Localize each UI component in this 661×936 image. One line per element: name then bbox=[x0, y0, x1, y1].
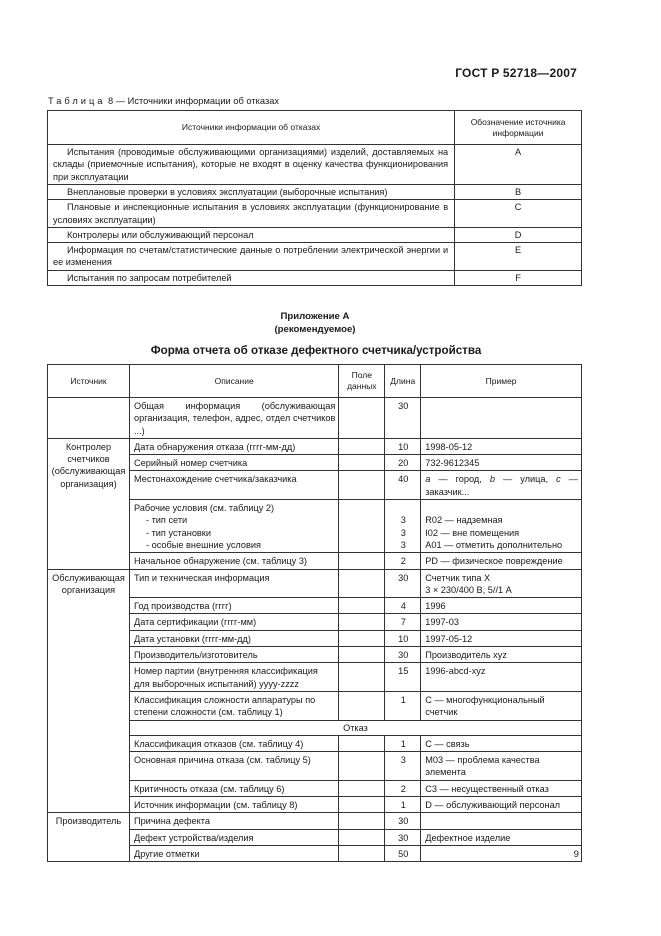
source-cell: Контролеры или обслуживающий персонал bbox=[48, 227, 455, 242]
length-cell: 10 bbox=[385, 438, 421, 454]
length-cell: 30 bbox=[385, 569, 421, 598]
source-cell: Информация по счетам/статистические данные о потреблении электрической энергии и ее изменения bbox=[48, 243, 455, 271]
description-cell: Классификация сложности аппаратуры по степени сложности (см. таблицу 1) bbox=[129, 691, 338, 720]
failure-sources-table bbox=[47, 110, 582, 286]
data-field-cell bbox=[339, 813, 385, 829]
example-cell: 732-9612345 bbox=[421, 455, 582, 471]
length-cell: 4 bbox=[385, 598, 421, 614]
description-cell: Причина дефекта bbox=[129, 813, 338, 829]
table-row bbox=[48, 200, 582, 228]
data-field-cell bbox=[339, 614, 385, 630]
example-value: A01 — отметить дополнительно bbox=[425, 539, 563, 550]
example-cell bbox=[421, 569, 582, 598]
data-field-cell bbox=[339, 500, 385, 553]
example-cell: 1997-05-12 bbox=[421, 630, 582, 646]
data-field-cell bbox=[339, 735, 385, 751]
designation-cell: D bbox=[455, 227, 582, 242]
example-text: — заказчик... bbox=[425, 474, 578, 497]
data-field-cell bbox=[339, 471, 385, 500]
description-cell: Начальное обнаружение (см. таблицу 3) bbox=[129, 553, 338, 569]
example-cell: 1996-abcd-xyz bbox=[421, 663, 582, 692]
column-header-designation: Обозначение источника информации bbox=[455, 111, 582, 145]
source-cell: Испытания по запросам потребителей bbox=[48, 270, 455, 285]
source-group-controller: Контролер счетчиков (обслуживающая организация) bbox=[48, 438, 130, 569]
column-header-length: Длина bbox=[385, 365, 421, 398]
data-field-cell bbox=[339, 455, 385, 471]
description-cell: Общая информация (обслуживающая организация, телефон, адрес, отдел счетчиков ...) bbox=[129, 398, 338, 439]
data-field-cell bbox=[339, 845, 385, 861]
example-cell bbox=[421, 471, 582, 500]
designation-cell: F bbox=[455, 270, 582, 285]
length-value: 3 bbox=[400, 539, 406, 550]
example-cell: C3 — несущественный отказ bbox=[421, 780, 582, 796]
table-row bbox=[48, 145, 582, 185]
designation-cell: E bbox=[455, 243, 582, 271]
example-cell: 1996 bbox=[421, 598, 582, 614]
table-row bbox=[48, 243, 582, 271]
example-value: 3 × 230/400 В, 5//1 А bbox=[425, 584, 512, 595]
description-cell: Источник информации (см. таблицу 8) bbox=[129, 797, 338, 813]
document-header: ГОСТ Р 52718—2007 bbox=[455, 66, 577, 80]
length-cell: 2 bbox=[385, 553, 421, 569]
example-cell: PD — физическое повреждение bbox=[421, 553, 582, 569]
example-value: R02 — надземная bbox=[425, 515, 503, 526]
source-cell: Испытания (проводимые обслуживающими организациями) изделий, доставляемых на склады (приемочные испытания), которые не входят в оценку качества функционирования при эксплуатации bbox=[48, 145, 455, 185]
description-cell: Дата сертификации (гггг-мм) bbox=[129, 614, 338, 630]
example-cell: Производитель xyz bbox=[421, 647, 582, 663]
data-field-cell bbox=[339, 780, 385, 796]
description-cell: Год производства (гггг) bbox=[129, 598, 338, 614]
example-cell: С — многофункциональный счетчик bbox=[421, 691, 582, 720]
description-cell: Серийный номер счетчика bbox=[129, 455, 338, 471]
example-value: Счетчик типа X bbox=[425, 572, 491, 583]
column-header-description: Описание bbox=[129, 365, 338, 398]
example-cell: D — обслуживающий персонал bbox=[421, 797, 582, 813]
table8-caption-text: 8 — Источники информации об отказах bbox=[105, 96, 280, 106]
description-subitem: - тип установки bbox=[145, 527, 211, 538]
description-cell: Критичность отказа (см. таблицу 6) bbox=[129, 780, 338, 796]
description-cell: Производитель/изготовитель bbox=[129, 647, 338, 663]
table-row bbox=[48, 398, 582, 439]
length-cell: 1 bbox=[385, 797, 421, 813]
data-field-cell bbox=[339, 829, 385, 845]
example-letter: с bbox=[556, 474, 561, 485]
annex-title: Приложение А bbox=[280, 311, 350, 322]
length-value: 3 bbox=[400, 515, 406, 526]
table-row bbox=[48, 438, 582, 454]
source-group-manufacturer: Производитель bbox=[48, 813, 130, 862]
example-cell: М03 — проблема качества элемента bbox=[421, 752, 582, 781]
example-cell: C — связь bbox=[421, 735, 582, 751]
length-cell: 15 bbox=[385, 663, 421, 692]
column-header-sources: Источники информации об отказах bbox=[48, 111, 455, 145]
data-field-cell bbox=[339, 752, 385, 781]
table8-caption-word: Таблица bbox=[48, 96, 106, 106]
description-cell bbox=[129, 500, 338, 553]
table-header-row bbox=[48, 365, 582, 398]
description-cell: Другие отметки bbox=[129, 845, 338, 861]
source-cell: Внеплановые проверки в условиях эксплуатации (выборочные испытания) bbox=[48, 185, 455, 200]
length-cell: 30 bbox=[385, 813, 421, 829]
example-cell: 1997-03 bbox=[421, 614, 582, 630]
failure-section-label: Отказ bbox=[129, 720, 581, 735]
designation-cell: A bbox=[455, 145, 582, 185]
data-field-cell bbox=[339, 647, 385, 663]
page-number: 9 bbox=[573, 849, 579, 860]
description-text: Рабочие условия (см. таблицу 2) bbox=[133, 503, 275, 514]
table-row bbox=[48, 185, 582, 200]
table-row bbox=[48, 270, 582, 285]
table-row bbox=[48, 227, 582, 242]
data-field-cell bbox=[339, 438, 385, 454]
data-field-cell bbox=[339, 398, 385, 439]
description-cell: Тип и техническая информация bbox=[129, 569, 338, 598]
example-cell bbox=[421, 398, 582, 439]
description-cell: Местонахождение счетчика/заказчика bbox=[129, 471, 338, 500]
data-field-cell bbox=[339, 569, 385, 598]
example-value: I02 — вне помещения bbox=[425, 527, 520, 538]
table-row bbox=[48, 813, 582, 829]
example-letter: b bbox=[489, 474, 495, 485]
length-cell: 30 bbox=[385, 647, 421, 663]
description-cell: Номер партии (внутренняя классификация для выборочных испытаний) yyyy-zzzz bbox=[129, 663, 338, 692]
table8-caption bbox=[48, 96, 279, 106]
example-cell: 1998-05-12 bbox=[421, 438, 582, 454]
form-title: Форма отчета об отказе дефектного счетчика/устройства bbox=[150, 344, 482, 357]
example-text: — улица, bbox=[495, 474, 557, 485]
designation-cell: B bbox=[455, 185, 582, 200]
length-cell bbox=[385, 500, 421, 553]
length-cell: 10 bbox=[385, 630, 421, 646]
failure-report-form-table bbox=[47, 364, 582, 862]
length-cell: 40 bbox=[385, 471, 421, 500]
table-header-row bbox=[48, 111, 582, 145]
data-field-cell bbox=[339, 797, 385, 813]
source-group-service: Обслуживающая организация bbox=[48, 569, 130, 813]
source-cell: Плановые и инспекционные испытания в условиях эксплуатации (функционирование в условиях эксплуатации) bbox=[48, 200, 455, 228]
description-cell: Дефект устройства/изделия bbox=[129, 829, 338, 845]
example-letter: а bbox=[425, 474, 431, 485]
length-cell: 30 bbox=[385, 829, 421, 845]
data-field-cell bbox=[339, 553, 385, 569]
description-subitem: - особые внешние условия bbox=[145, 539, 261, 550]
designation-cell: C bbox=[455, 200, 582, 228]
data-field-cell bbox=[339, 691, 385, 720]
example-cell: Дефектное изделие bbox=[421, 829, 582, 845]
table-row bbox=[48, 569, 582, 598]
description-cell: Основная причина отказа (см. таблицу 5) bbox=[129, 752, 338, 781]
description-cell: Дата установки (гггг-мм-дд) bbox=[129, 630, 338, 646]
example-cell bbox=[421, 845, 582, 861]
column-header-source: Источник bbox=[48, 365, 130, 398]
source-cell bbox=[48, 398, 130, 439]
length-cell: 50 bbox=[385, 845, 421, 861]
annex-status: (рекомендуемое) bbox=[274, 323, 356, 335]
annex-heading bbox=[0, 311, 630, 336]
example-text: — город, bbox=[430, 474, 490, 485]
data-field-cell bbox=[339, 630, 385, 646]
length-cell: 20 bbox=[385, 455, 421, 471]
length-cell: 1 bbox=[385, 691, 421, 720]
column-header-data-field: Поле данных bbox=[339, 365, 385, 398]
description-subitem: - тип сети bbox=[145, 515, 188, 526]
length-cell: 1 bbox=[385, 735, 421, 751]
length-cell: 3 bbox=[385, 752, 421, 781]
description-cell: Дата обнаружения отказа (гггг-мм-дд) bbox=[129, 438, 338, 454]
data-field-cell bbox=[339, 663, 385, 692]
length-cell: 2 bbox=[385, 780, 421, 796]
example-cell bbox=[421, 813, 582, 829]
example-cell bbox=[421, 500, 582, 553]
length-value: 3 bbox=[400, 527, 406, 538]
length-cell: 7 bbox=[385, 614, 421, 630]
description-cell: Классификация отказов (см. таблицу 4) bbox=[129, 735, 338, 751]
column-header-example: Пример bbox=[421, 365, 582, 398]
data-field-cell bbox=[339, 598, 385, 614]
length-cell: 30 bbox=[385, 398, 421, 439]
